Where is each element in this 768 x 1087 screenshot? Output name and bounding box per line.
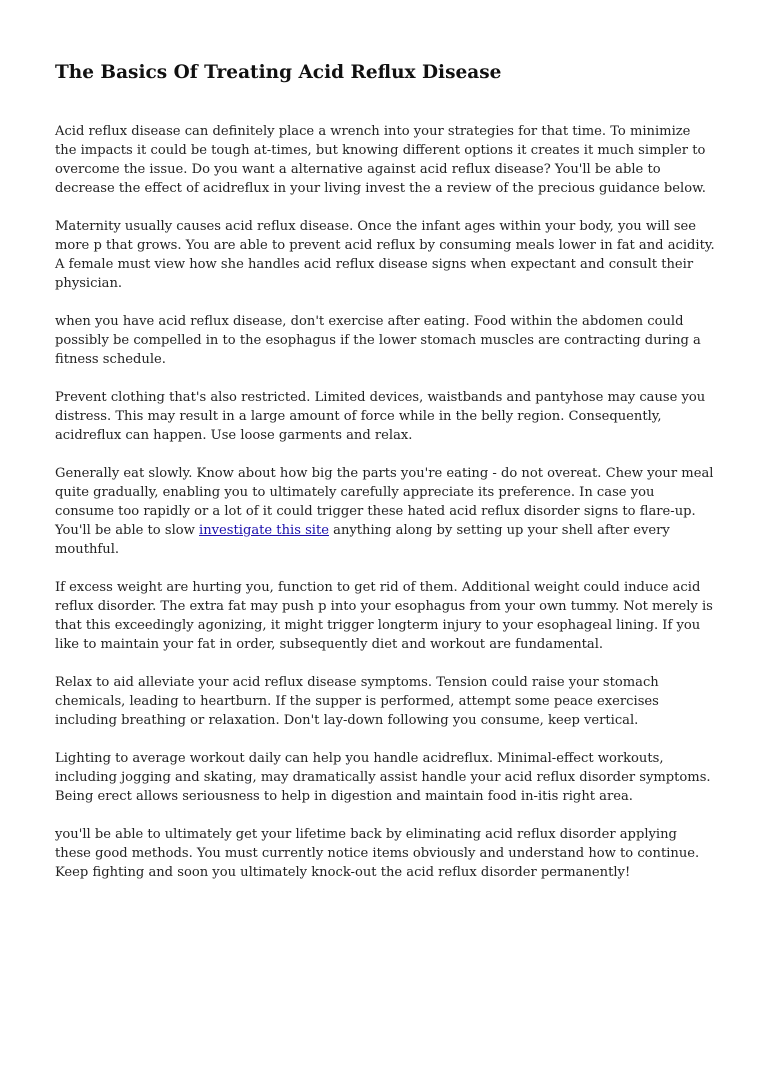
- paragraph-5: [55, 464, 715, 559]
- paragraph-9: you'll be able to ultimately get your lifetime back by eliminating acid reflux disorder applying these good methods. You must currently notice items obviously and understand how to continue. Keep fighting and soon you ultimately knock-out the acid reflux disorder permanently!: [55, 827, 700, 880]
- paragraph-6: If excess weight are hurting you, function to get rid of them. Additional weight could induce acid reflux disorder. The extra fat may push p into your esophagus from your own tummy. Not merely is that this exceedingly agonizing, it might trigger longterm injury to your esophageal lining. If you like to maintain your fat in order, subsequently diet and workout are fundamental.: [55, 580, 713, 652]
- investigate-link[interactable]: investigate this site: [199, 523, 329, 538]
- paragraph-8: Lighting to average workout daily can help you handle acidreflux. Minimal-effect workouts, including jogging and skating, may dramatically assist handle your acid reflux disorder symptoms. Being erect allows seriousness to help in digestion and maintain food in-itis right area.: [55, 751, 711, 804]
- paragraph-7: Relax to aid alleviate your acid reflux disease symptoms. Tension could raise your stomach chemicals, leading to heartburn. If the supper is performed, attempt some peace exercises including breathing or relaxation. Don't lay-down following you consume, keep vertical.: [55, 675, 659, 728]
- paragraph-3: when you have acid reflux disease, don't exercise after eating. Food within the abdomen could possibly be compelled in to the esophagus if the lower stomach muscles are contracting during a fitness schedule.: [55, 314, 701, 367]
- paragraph-2: Maternity usually causes acid reflux disease. Once the infant ages within your body, you will see more p that grows. You are able to prevent acid reflux by consuming meals lower in fat and acidity. A female must view how she handles acid reflux disease signs when expectant and consult their physician.: [55, 219, 715, 291]
- paragraph-4: Prevent clothing that's also restricted. Limited devices, waistbands and pantyhose may cause you distress. This may result in a large amount of force while in the belly region. Consequently, acidreflux can happen. Use loose garments and relax.: [55, 390, 706, 443]
- page-title: The Basics Of Treating Acid Reflux Disease: [55, 62, 502, 83]
- paragraph-5-text-before: Generally eat slowly. Know about how big the parts you're eating - do not overeat. Chew your meal quite gradually, enabling you to ultimately carefully appreciate its preference. In case you consume too rapidly or a lot of it could trigger these hated acid reflux disorder signs to flare-up. You'll be able to slow: [55, 466, 714, 538]
- paragraph-1: Acid reflux disease can definitely place a wrench into your strategies for that time. To minimize the impacts it could be tough at-times, but knowing different options it creates it much simpler to overcome the issue. Do you want a alternative against acid reflux disease? You'll be able to decrease the effect of acidreflux in your living invest the a review of the precious guidance below.: [55, 124, 706, 196]
- document-page: [55, 60, 715, 901]
- paragraph-5-text-after: anything along by setting up your shell after every mouthful.: [55, 523, 670, 557]
